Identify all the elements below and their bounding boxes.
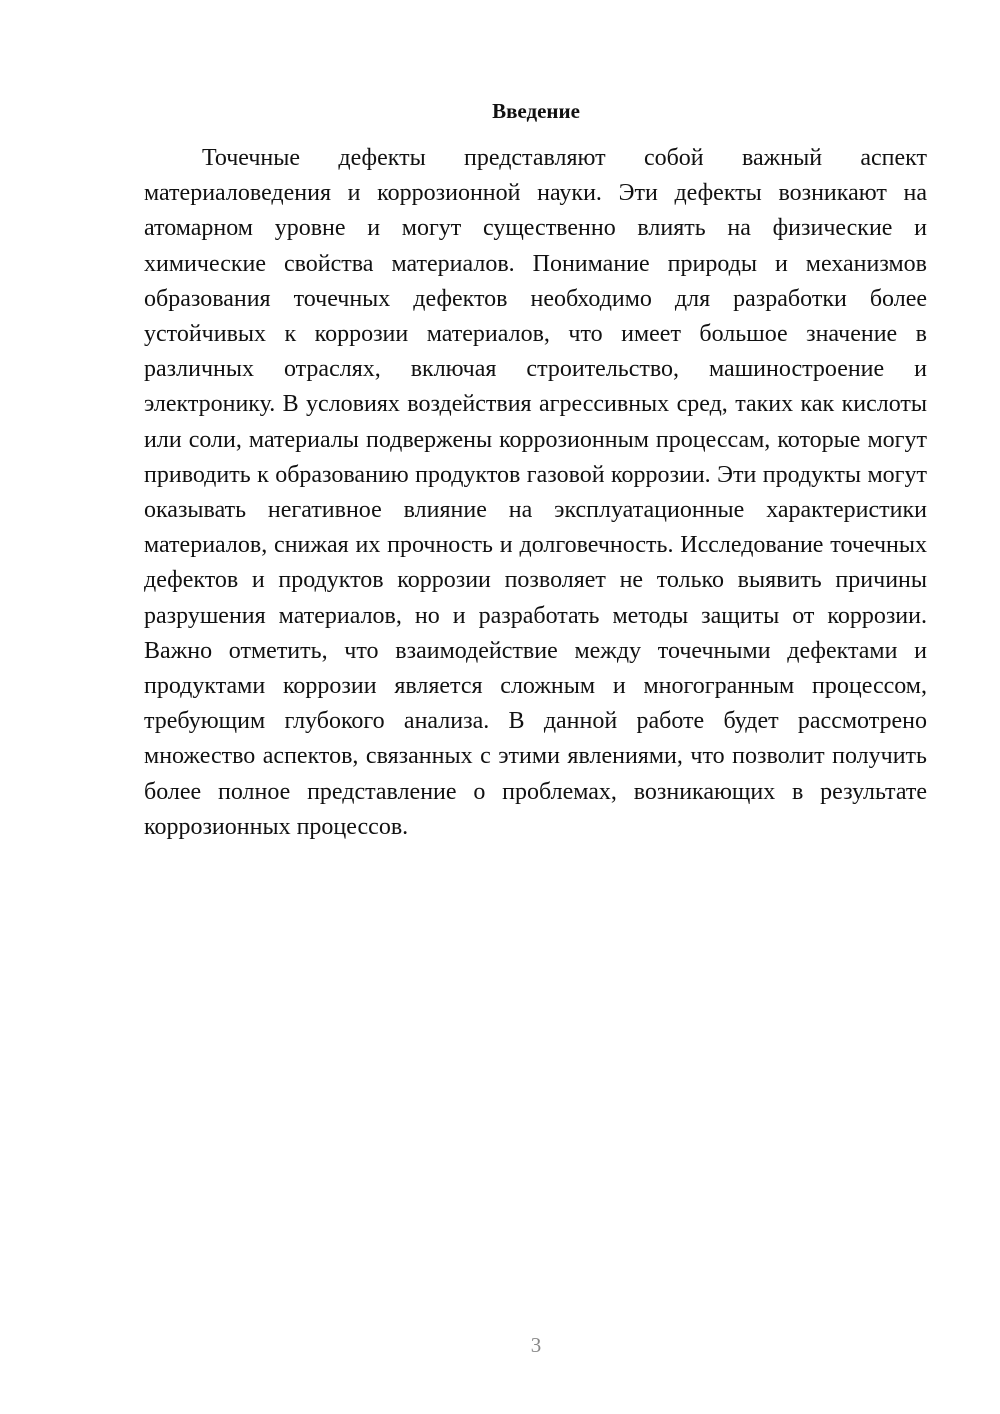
body-paragraph: Точечные дефекты представляют собой важный аспект материаловедения и коррозионной науки. Эти дефекты возникают на атомарном уровне и могут существенно влиять на физические и химические свойства материалов. Понимание природы и механизмов образования точечных дефектов необходимо для разработки более устойчивых к коррозии материалов, что имеет большое значение в различных отраслях, включая строительство, машиностроение и электронику. В условиях воздействия агрессивных сред, таких как кислоты или соли, материалы подвержены коррозионным процессам, которые могут приводить к образованию продуктов газовой коррозии. Эти продукты могут оказывать негативное влияние на эксплуатационные характеристики материалов, снижая их прочность и долговечность. Исследование точечных дефектов и продуктов коррозии позволяет не только выявить причины разрушения материалов, но и разработать методы защиты от коррозии. Важно отметить, что взаимодействие между точечными дефектами и продуктами коррозии является сложным и многогранным процессом, требующим глубокого анализа. В данной работе будет рассмотрено множество аспектов, связанных с этими явлениями, что позволит получить более полное представление о проблемах, возникающих в результате коррозионных процессов. [144, 145, 927, 840]
page-number: 3 [530, 1333, 542, 1357]
section-title: Введение [492, 99, 580, 123]
